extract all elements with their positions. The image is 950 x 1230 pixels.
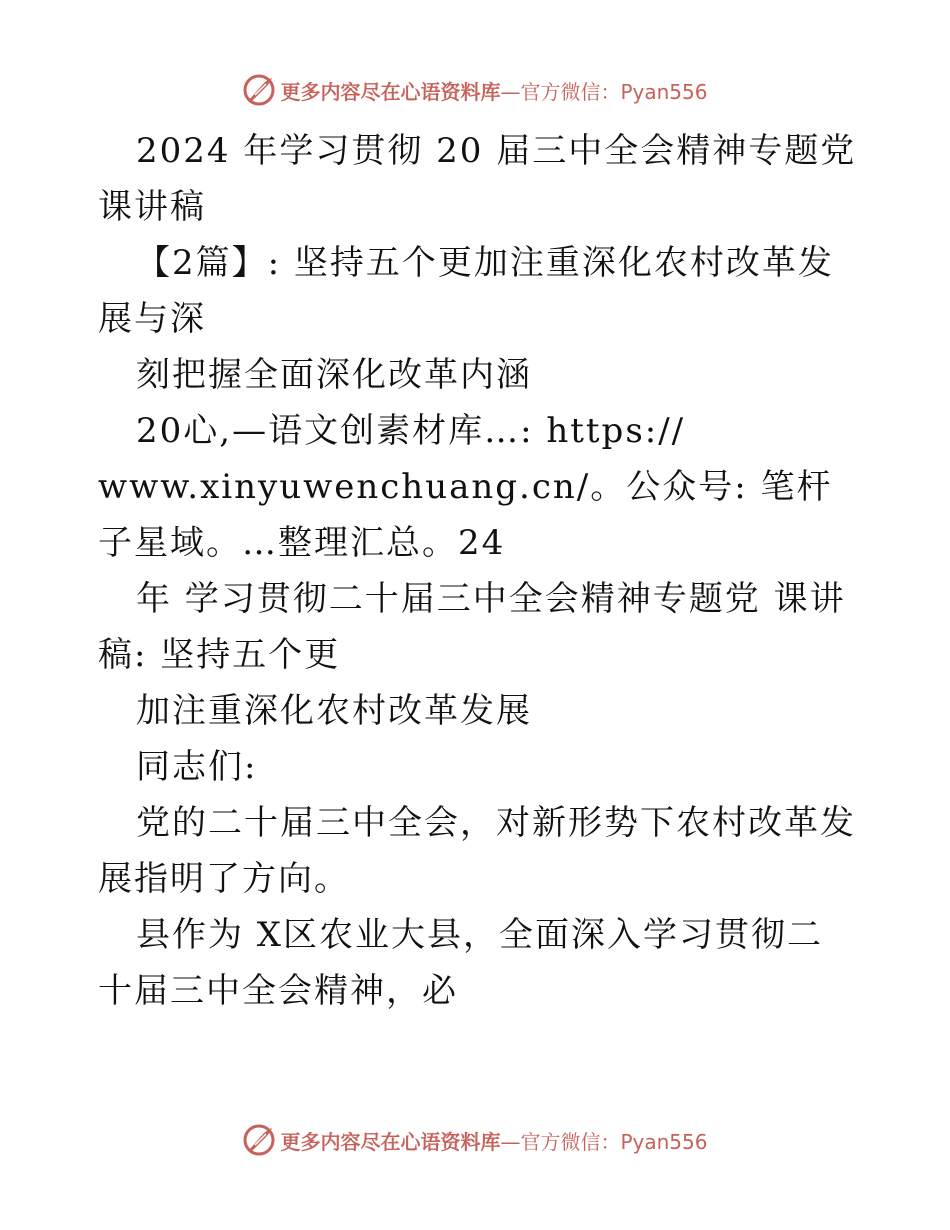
doc-paragraph: 县作为 X区农业大县，全面深入学习贯彻二十届三中全会精神，必 xyxy=(98,915,824,1011)
doc-paragraph: 党的二十届三中全会，对新形势下农村改革发展指明了方向。 xyxy=(98,803,856,899)
banner-text xyxy=(280,1126,707,1155)
doc-source-line: 20心,—语文创素材库…: https:// xyxy=(136,411,686,451)
doc-source-url-line: www.xinyuwenchuang.cn/。公众号: 笔杆子星域。…整理汇总。24 xyxy=(98,467,833,563)
doc-subtitle-continued: 刻把握全面深化改革内涵 xyxy=(136,355,532,395)
footer-banner xyxy=(0,1120,950,1160)
doc-salutation: 同志们: xyxy=(136,747,258,787)
doc-title-line: 2024 年学习贯彻 20 届三中全会精神专题党课讲稿 xyxy=(98,131,857,227)
banner-text xyxy=(280,76,707,105)
banner-wechat-text: —官方微信：Pyan556 xyxy=(500,79,708,104)
header-banner xyxy=(0,70,950,110)
doc-subtitle-line: 【2篇】: 坚持五个更加注重深化农村改革发展与深 xyxy=(98,243,834,339)
banner-brand-text: 更多内容尽在心语资料库 xyxy=(280,1129,501,1154)
banner-brand-text: 更多内容尽在心语资料库 xyxy=(280,79,501,104)
quill-logo-icon xyxy=(242,1123,276,1157)
quill-logo-icon xyxy=(242,73,276,107)
document-body xyxy=(98,123,858,1019)
doc-heading-continued: 加注重深化农村改革发展 xyxy=(136,691,532,731)
doc-heading-line: 年 学习贯彻二十届三中全会精神专题党 课讲稿: 坚持五个更 xyxy=(98,579,846,675)
banner-wechat-text: —官方微信：Pyan556 xyxy=(500,1129,708,1154)
